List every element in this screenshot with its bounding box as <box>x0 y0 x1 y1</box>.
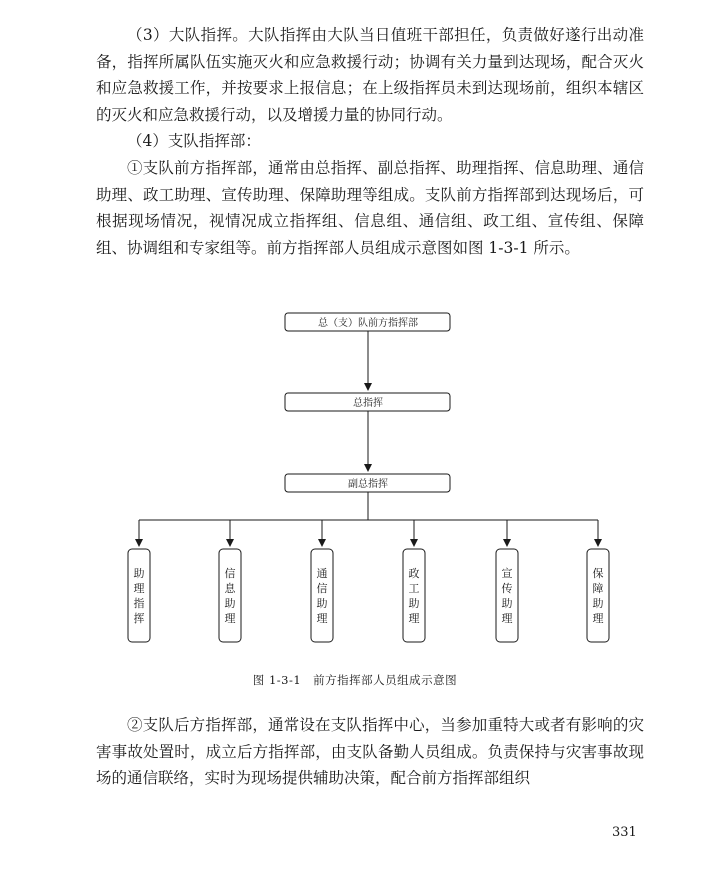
role-boxes <box>128 520 609 642</box>
org-chart <box>0 300 710 660</box>
role-box <box>496 549 518 642</box>
figure-caption: 图 1-3-1 前方指挥部人员组成示意图 <box>252 673 458 687</box>
paragraph-rear-command: ②支队后方指挥部，通常设在支队指挥中心，当参加重特大或者有影响的灾害事故处置时，成立后方指挥部，由支队备勤人员组成。负责保持与灾害事故现场的通信联络，实时为现场提供辅助决策，配合前方指挥部组织 <box>96 716 644 787</box>
role-box <box>587 549 609 642</box>
role-box <box>311 549 333 642</box>
deputy-label: 副总指挥 <box>348 479 388 490</box>
role-label: 助理指挥 <box>133 567 145 625</box>
role-label: 宣传助理 <box>501 567 513 625</box>
top-box-label: 总（支）队前方指挥部 <box>318 318 418 329</box>
commander-label: 总指挥 <box>353 398 383 409</box>
role-label: 保障助理 <box>592 567 604 625</box>
paragraph-forward-command: ①支队前方指挥部，通常由总指挥、副总指挥、助理指挥、信息助理、通信助理、政工助理、宣传助理、保障助理等组成。支队前方指挥部到达现场后，可根据现场情况，视情况成立指挥组、信息组、通信组、政工组、宣传组、保障组、协调组和专家组等。前方指挥部人员组成示意图如图 1-3-1 所示。 <box>96 159 644 257</box>
paragraph-detachment-heading: （4）支队指挥部： <box>127 132 261 150</box>
role-label: 信息助理 <box>224 567 236 625</box>
role-label: 通信助理 <box>316 567 328 625</box>
page-number: 331 <box>612 825 637 840</box>
role-box <box>219 549 241 642</box>
paragraph-brigade-command: （3）大队指挥。大队指挥由大队当日值班干部担任，负责做好遂行出动准备，指挥所属队伍实施灭火和应急救援行动；协调有关力量到达现场，配合灭火和应急救援工作，并按要求上报信息；在上级指挥员未到达现场前，组织本辖区的灭火和应急救援行动，以及增援力量的协同行动。 <box>96 26 644 124</box>
role-label: 政工助理 <box>408 567 420 625</box>
role-box <box>403 549 425 642</box>
role-box <box>128 549 150 642</box>
